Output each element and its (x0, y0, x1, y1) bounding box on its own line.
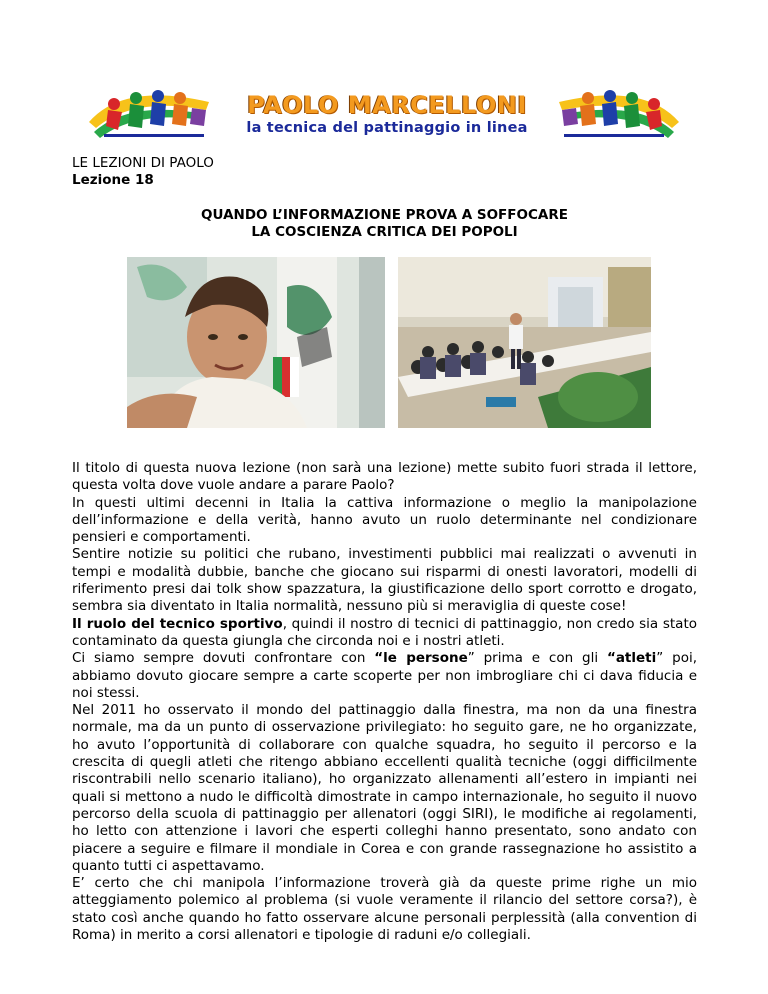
paragraph (72, 616, 697, 651)
paragraph: Nel 2011 ho osservato il mondo del pattinaggio dalla finestra, ma non da una finestra normale, ma da un punto di osservazione privilegiato: ho seguito gare, ne ho organizzate, ho avuto l’opportunità di collaborare con qualche squadra, ho seguito il percorso e la crescita di quegli atleti che ritengo abbiano eccellenti qualità tecniche (oggi difficilmente riscontrabili nello scenario italiano), ho organizzato allenamenti all’estero in impianti nei quali si mettono a nudo le difficoltà dimostrate in campo internazionale, ho seguito il nuovo percorso della scuola di pattinaggio per allenatori (oggi SIRI), le modifiche ai regolamenti, ho letto con attenzione i lavori che esperti colleghi hanno presentato, sono andato con piacere a seguire e filmare il mondiale in Corea e con grande rassegnazione ho assistito a quanto tutti ci aspettavamo. (72, 702, 697, 874)
paragraph-text: , quindi il nostro di tecnici di pattinaggio, non credo sia stato contaminato da questa giungla che circonda noi e i nostri atleti. (72, 615, 697, 649)
article-title-line1: QUANDO L’INFORMAZIONE PROVA A SOFFOCARE (201, 207, 568, 223)
paragraph: Sentire notizie su politici che rubano, investimenti pubblici mai realizzati o avvenuti in tempi e modalità dubbie, banche che giocano sui risparmi di onesti lavoratori, modelli di riferimento presi dai tolk show spazzatura, la giustificazione dello sport corrotto e drogato, sembra sia diventato in Italia normalità, nessuno più si meraviglia di queste cose! (72, 546, 697, 615)
series-title: LE LEZIONI DI PAOLO (72, 155, 214, 171)
paragraph-text: Ci siamo sempre dovuti confrontare con (72, 650, 375, 667)
bold-phrase: Il ruolo del tecnico sportivo (72, 615, 283, 632)
bold-phrase: “le persone (374, 650, 468, 667)
lesson-number: Lezione 18 (72, 172, 154, 188)
article-body (72, 460, 697, 944)
skaters-logo-icon (84, 82, 214, 144)
paragraph-text: ” prima e con gli (467, 650, 607, 667)
paragraph: Il titolo di questa nuova lezione (non sarà una lezione) mette subito fuori strada il lettore, questa volta dove vuole andare a parare Paolo? (72, 460, 697, 494)
brand-tagline: la tecnica del pattinaggio in linea (246, 120, 528, 136)
header-banner (84, 82, 684, 144)
paragraph: In questi ultimi decenni in Italia la cattiva informazione o meglio la manipolazione dell’informazione e della verità, hanno avuto un ruolo determinante nel condizionare pensieri e comportamenti. (72, 494, 697, 546)
paragraph-text: ” poi, abbiamo dovuto giocare sempre a carte scoperte per non imbrogliare chi ci dava fiducia e noi stessi. (72, 650, 697, 701)
brand-name: PAOLO MARCELLONI (247, 91, 527, 119)
paragraph: E’ certo che chi manipola l’informazione troverà già da queste prime righe un mio atteggiamento polemico al problema (si vuole veramente il rilancio del settore corsa?), è stato così anche quando ho fatto osservare alcune personali perplessità (alla convention di Roma) in merito a corsi allenatori e tipologie di raduni e/o collegiali. (72, 875, 697, 944)
skaters-logo-icon (554, 82, 684, 144)
paragraph (72, 650, 697, 702)
article-title-line2: LA COSCIENZA CRITICA DEI POPOLI (251, 224, 518, 240)
portrait-photo (127, 257, 385, 428)
article-title (72, 207, 697, 241)
classroom-photo (398, 257, 651, 428)
bold-phrase: “atleti (606, 650, 657, 667)
